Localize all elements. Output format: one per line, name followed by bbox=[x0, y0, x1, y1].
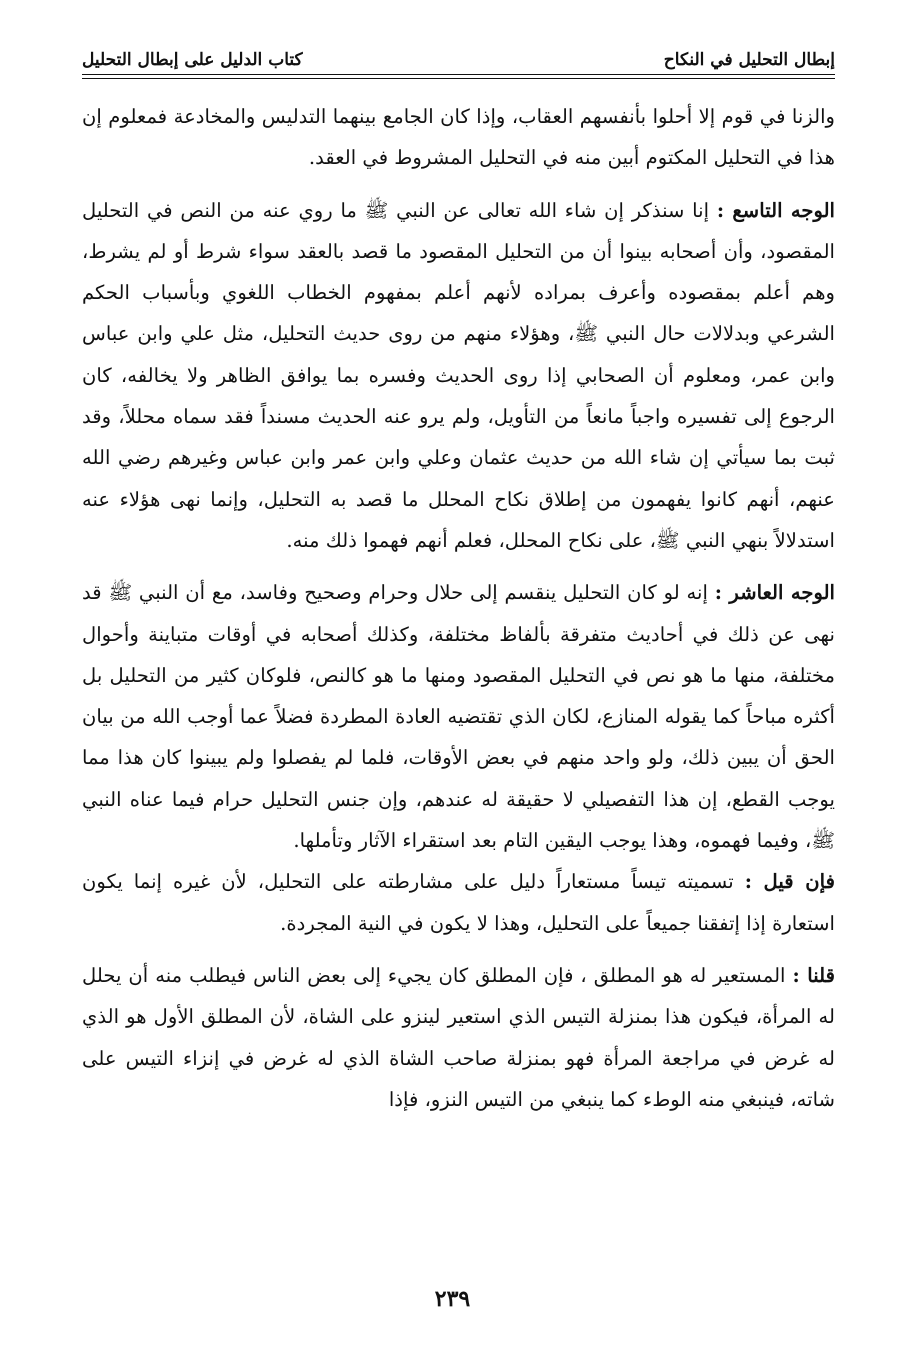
header-divider bbox=[82, 74, 835, 75]
paragraph-2 bbox=[82, 190, 835, 562]
header-left-title: كتاب الدليل على إبطال التحليل bbox=[82, 50, 303, 70]
main-text bbox=[82, 96, 835, 1120]
paragraph-3 bbox=[82, 572, 835, 861]
paragraph-4 bbox=[82, 861, 835, 944]
paragraph-1-text: والزنا في قوم إلا أحلوا بأنفسهم العقاب، وإذا كان الجامع بينهما التدليس والمخادعة فمعلوم إن هذا في التحليل المكتوم أبين منه في التحليل المشروط في العقد. bbox=[82, 105, 835, 170]
header-divider-thin bbox=[82, 78, 835, 79]
running-header bbox=[82, 30, 835, 70]
paragraph-2-lead: الوجه التاسع : bbox=[716, 198, 836, 222]
paragraph-4-text: تسميته تيساً مستعاراً دليل على مشارطته على التحليل، لأن غيره إنما يكون استعارة إذا إتفقنا جميعاً على التحليل، وهذا لا يكون في النية المجردة. bbox=[82, 870, 835, 935]
paragraph-5 bbox=[82, 955, 835, 1120]
paragraph-1 bbox=[82, 96, 835, 179]
paragraph-3-text: إنه لو كان التحليل ينقسم إلى حلال وحرام وصحيح وفاسد، مع أن النبي ﷺ قد نهى عن ذلك في أحاديث متفرقة بألفاظ مختلفة، وكذلك أصحابه في أوقات متباينة وأحوال مختلفة، منها ما هو نص في التحليل المقصود ومنها ما هو كالنص، فلوكان كثير من التحليل بل أكثره مباحاً كما يقوله المنازع، لكان الذي تقتضيه العادة المطردة فضلاً عما أوجب الله من بيان الحق أن يبين ذلك، ولو واحد منهم في بعض الأوقات، فلما لم يفصلوا ولم يبينوا كان هذا مما يوجب القطع، إن هذا التفصيلي لا حقيقة له عندهم، وإن جنس التحليل حرام فيما عناه النبي ﷺ، وفيما فهموه، وهذا يوجب اليقين التام بعد استقراء الآثار وتأملها. bbox=[82, 581, 835, 853]
paragraph-4-lead: فإن قيل : bbox=[744, 870, 835, 894]
paragraph-5-lead: قلنا : bbox=[792, 963, 835, 987]
paragraph-2-text: إنا سنذكر إن شاء الله تعالى عن النبي ﷺ ما روي عنه من النص في التحليل المقصود، وأن أصحابه بينوا أن من التحليل المقصود ما قصد بالعقد سواء شرط أو لم يشرط، وهم أعلم بمقصوده وأعرف بمراده لأنهم أعلم بمفهوم الخطاب اللغوي وبأسباب الحكم الشرعي وبدلالات حال النبي ﷺ، وهؤلاء منهم من روى حديث التحليل، مثل علي وابن عباس وابن عمر، ومعلوم أن الصحابي إذا روى الحديث وفسره بما يوافق الظاهر ولا يخالفه، كان الرجوع إلى تفسيره واجباً مانعاً من التأويل، ولم يرو عنه الحديث مسنداً فقد سماه محللاً، وقد ثبت بما سيأتي إن شاء الله من حديث عثمان وعلي وابن عمر وابن عباس وغيرهم رضي الله عنهم، أنهم كانوا يفهمون من إطلاق نكاح المحلل ما قصد به التحليل، وإنما نهى هؤلاء عنه استدلالاً بنهي النبي ﷺ، على نكاح المحلل، فعلم أنهم فهموا ذلك منه. bbox=[82, 198, 835, 552]
paragraph-5-text: المستعير له هو المطلق ، فإن المطلق كان يجيء إلى بعض الناس فيطلب منه أن يحلل له المرأة، فيكون هذا بمنزلة التيس الذي استعير لينزو على الشاة، لأن المطلق الأول هو الذي له غرض في مراجعة المرأة فهو بمنزلة صاحب الشاة الذي له غرض في إنزاء التيس على شاته، فينبغي منه الوطء كما ينبغي من التيس النزو، فإذا bbox=[82, 963, 835, 1111]
paragraph-3-lead: الوجه العاشر : bbox=[714, 581, 836, 605]
page-number: ٢٣٩ bbox=[434, 1286, 471, 1312]
header-right-title: إبطال التحليل في النكاح bbox=[663, 50, 835, 70]
